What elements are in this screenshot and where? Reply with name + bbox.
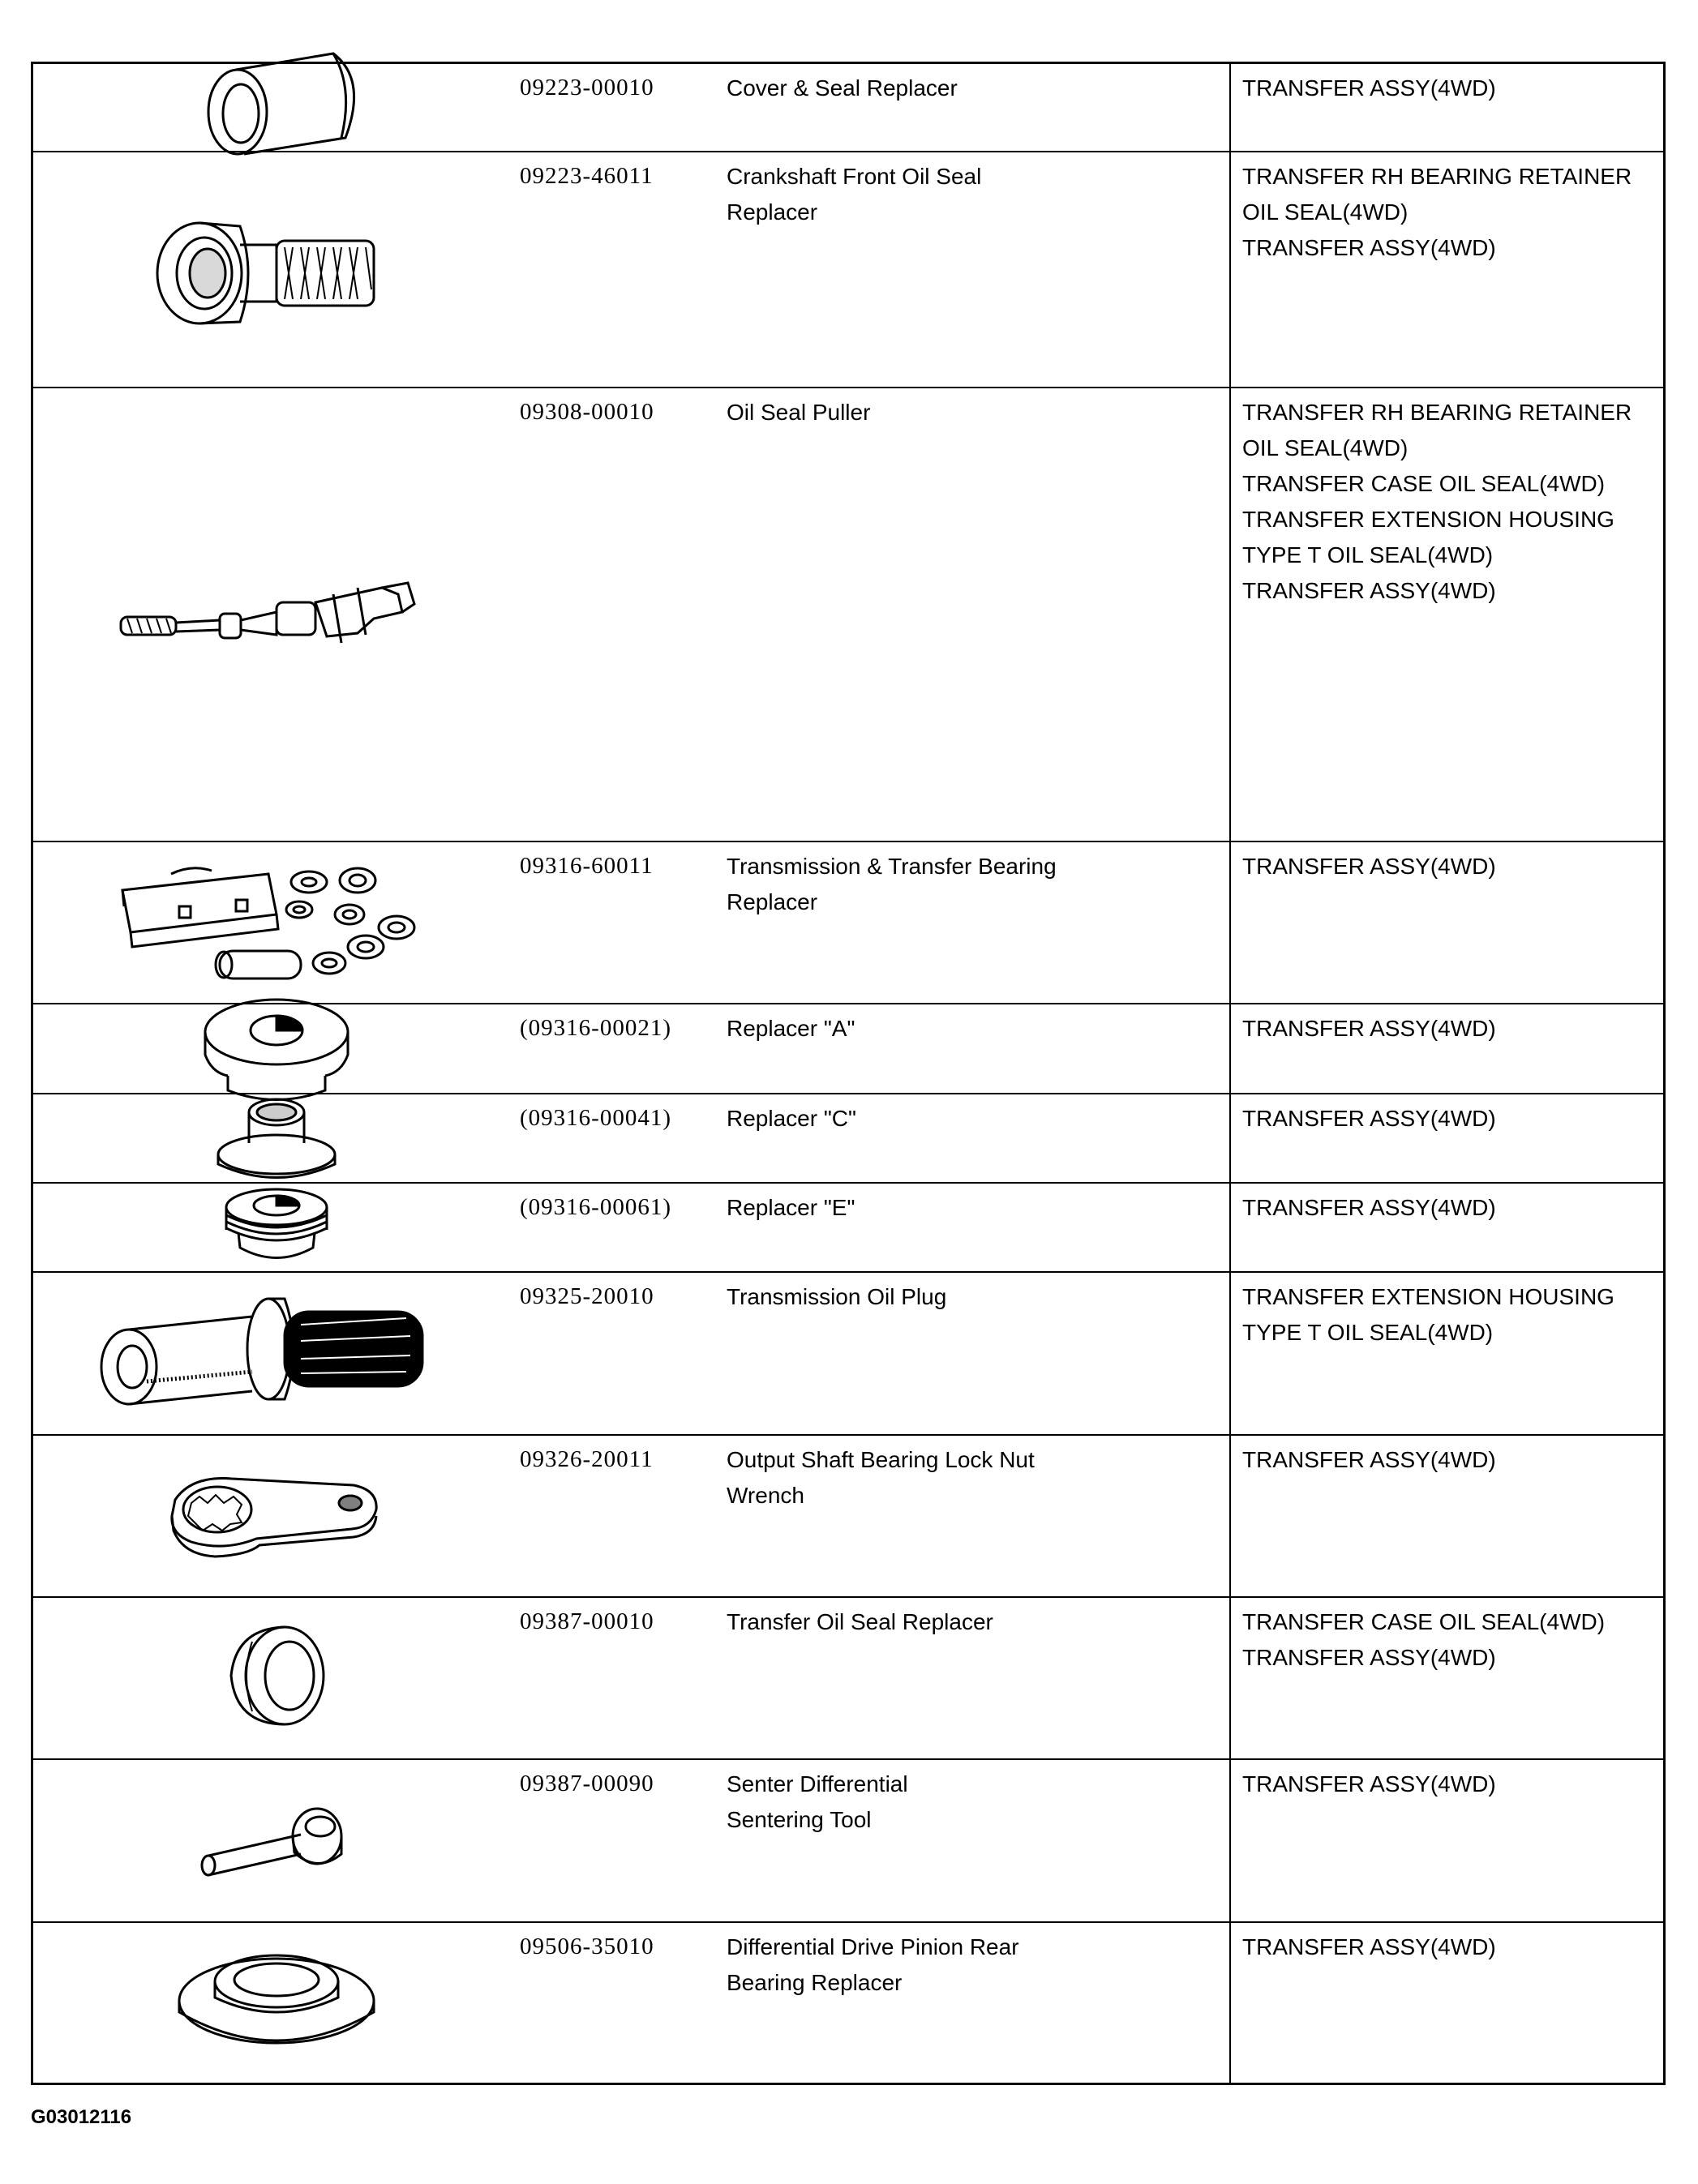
tool-name-line: Senter Differential (727, 1771, 908, 1797)
tool-application-line: OIL SEAL(4WD) (1242, 199, 1409, 225)
figure-id: G03012116 (31, 2106, 132, 2128)
tool-name-line: Output Shaft Bearing Lock Nut (727, 1446, 1035, 1472)
large-replacer-icon (195, 991, 358, 1105)
tool-application-line: TRANSFER EXTENSION HOUSING (1242, 1284, 1614, 1310)
tool-name-line: Transmission Oil Plug (727, 1284, 947, 1310)
tool-number: (09316-00061) (520, 1193, 671, 1220)
tool-application-line: TRANSFER EXTENSION HOUSING (1242, 506, 1614, 532)
special-tools-table (31, 62, 1666, 2085)
table-row (33, 1435, 1663, 1597)
table-row (33, 1759, 1663, 1921)
tool-name-line: Differential Drive Pinion Rear (727, 1933, 1019, 1959)
tool-application-line: TRANSFER RH BEARING RETAINER (1242, 164, 1632, 190)
tool-name-line: Replacer (727, 889, 818, 914)
tool-application-line: TRANSFER ASSY(4WD) (1242, 577, 1496, 603)
table-row (33, 388, 1663, 841)
tool-illustration-cell (33, 1094, 520, 1183)
flat-ring-replacer-icon (171, 1946, 382, 2059)
tools-grid (33, 64, 1663, 2083)
tool-application-line: TRANSFER ASSY(4WD) (1242, 1771, 1496, 1797)
tool-name-line: Transmission & Transfer Bearing (727, 853, 1057, 879)
lock-nut-wrench-icon (159, 1467, 394, 1565)
table-row (33, 1272, 1663, 1434)
tool-number: 09316-60011 (520, 852, 654, 879)
tool-name-line: Replacer "A" (727, 1016, 855, 1042)
tool-illustration-cell (33, 841, 520, 1004)
table-row (33, 1922, 1663, 2083)
centering-pin-icon (195, 1796, 358, 1885)
tool-illustration-cell (33, 1435, 520, 1597)
table-row (33, 64, 1663, 152)
cup-replacer-icon (220, 1617, 333, 1739)
tool-name-line: Oil Seal Puller (727, 399, 871, 425)
tool-illustration-cell (33, 388, 520, 841)
table-row (33, 841, 1663, 1004)
tool-illustration-cell (33, 1183, 520, 1272)
tool-number: 09308-00010 (520, 398, 654, 425)
tool-illustration-cell (33, 1922, 520, 2083)
table-row (33, 152, 1663, 387)
tool-number: 09326-20011 (520, 1445, 654, 1472)
table-row (33, 1183, 1663, 1272)
tool-name-line: Wrench (727, 1482, 804, 1508)
tool-number: 09387-00090 (520, 1771, 654, 1797)
ringed-replacer-icon (216, 1183, 337, 1272)
tool-illustration-cell (33, 1272, 520, 1434)
tool-name-line: Transfer Oil Seal Replacer (727, 1608, 993, 1634)
tool-name-line: Replacer "E" (727, 1194, 855, 1220)
tool-application-line: TRANSFER ASSY(4WD) (1242, 1644, 1496, 1670)
tool-number: 09223-00010 (520, 75, 654, 101)
tool-kit-case-icon (114, 858, 439, 987)
tool-application-line: TRANSFER ASSY(4WD) (1242, 1194, 1496, 1220)
knurled-replacer-icon (143, 208, 410, 330)
tool-number: (09316-00041) (520, 1104, 671, 1131)
tool-number: 09387-00010 (520, 1608, 654, 1634)
tool-application-line: TRANSFER ASSY(4WD) (1242, 235, 1496, 261)
tool-illustration-cell (33, 1597, 520, 1759)
tool-application-line: TRANSFER ASSY(4WD) (1242, 853, 1496, 879)
tool-number: 09223-46011 (520, 163, 654, 190)
tool-number: 09325-20010 (520, 1283, 654, 1310)
tool-application-line: OIL SEAL(4WD) (1242, 435, 1409, 460)
tool-name-line: Crankshaft Front Oil Seal (727, 164, 982, 190)
oil-plug-icon (90, 1292, 463, 1414)
tool-name-line: Cover & Seal Replacer (727, 75, 958, 101)
tool-illustration-cell (33, 1759, 520, 1921)
tool-application-line: TRANSFER CASE OIL SEAL(4WD) (1242, 1608, 1606, 1634)
tool-application-line: TRANSFER ASSY(4WD) (1242, 1016, 1496, 1042)
slide-hammer-puller-icon (114, 570, 439, 659)
table-row (33, 1094, 1663, 1183)
tool-application-line: TYPE T OIL SEAL(4WD) (1242, 542, 1494, 567)
tool-illustration-cell (33, 152, 520, 387)
tool-application-line: TRANSFER ASSY(4WD) (1242, 1105, 1496, 1131)
tool-application-line: TRANSFER ASSY(4WD) (1242, 1446, 1496, 1472)
tool-name-line: Replacer "C" (727, 1105, 856, 1131)
tool-application-line: TYPE T OIL SEAL(4WD) (1242, 1320, 1494, 1346)
tool-illustration-cell (33, 64, 520, 152)
tool-name-line: Sentering Tool (727, 1807, 872, 1833)
tool-application-line: TRANSFER CASE OIL SEAL(4WD) (1242, 470, 1606, 496)
tool-application-line: TRANSFER ASSY(4WD) (1242, 75, 1496, 101)
tool-application-line: TRANSFER RH BEARING RETAINER (1242, 399, 1632, 425)
table-row (33, 1597, 1663, 1759)
flanged-replacer-icon (212, 1090, 341, 1187)
tool-number: 09506-35010 (520, 1933, 654, 1959)
tool-illustration-cell (33, 1004, 520, 1093)
table-row (33, 1004, 1663, 1093)
tool-name-line: Bearing Replacer (727, 1969, 903, 1995)
cylinder-sleeve-icon (179, 47, 374, 169)
tool-application-line: TRANSFER ASSY(4WD) (1242, 1933, 1496, 1959)
tool-number: (09316-00021) (520, 1015, 671, 1042)
tool-name-line: Replacer (727, 199, 818, 225)
